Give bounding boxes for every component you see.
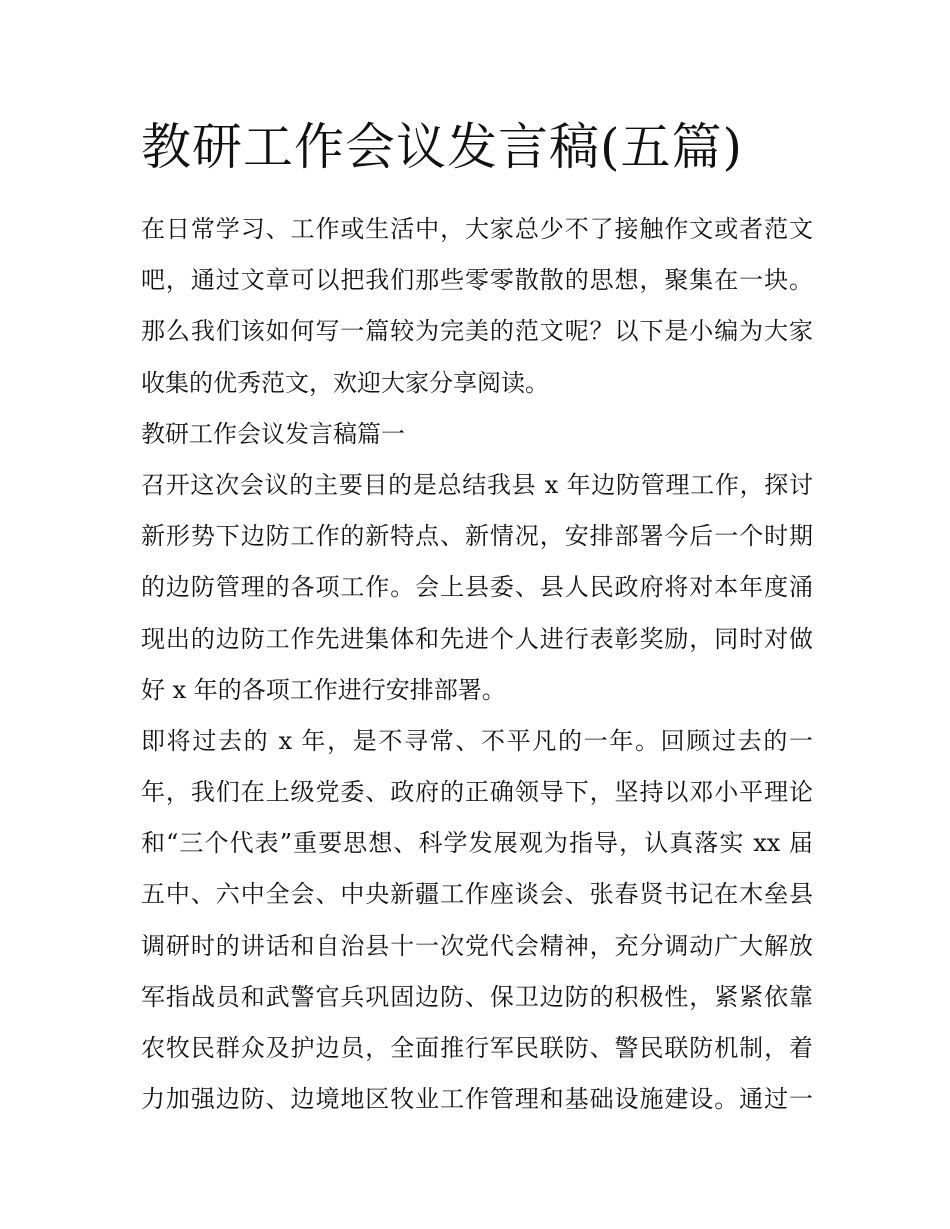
text-line: 力加强边防、边境地区牧业工作管理和基础设施建设。通过一 bbox=[141, 1085, 813, 1114]
document-content bbox=[141, 112, 813, 1125]
text-line: 现出的边防工作先进集体和先进个人进行表彰奖励，同时对做 bbox=[141, 624, 813, 653]
text-line: 那么我们该如何写一篇较为完美的范文呢？以下是小编为大家 bbox=[141, 317, 813, 346]
text-line: 吧，通过文章可以把我们那些零零散散的思想，聚集在一块。 bbox=[141, 266, 813, 295]
text-line: 召开这次会议的主要目的是总结我县 x 年边防管理工作，探讨 bbox=[141, 470, 813, 499]
text-line: 农牧民群众及护边员，全面推行军民联防、警民联防机制，着 bbox=[141, 1034, 813, 1062]
document-body bbox=[141, 204, 813, 1125]
text-line: 新形势下边防工作的新特点、新情况，安排部署今后一个时期 bbox=[141, 522, 813, 551]
document-title: 教研工作会议发言稿(五篇) bbox=[141, 118, 744, 176]
text-line: 好 x 年的各项工作进行安排部署。 bbox=[141, 675, 506, 704]
text-line: 收集的优秀范文，欢迎大家分享阅读。 bbox=[141, 368, 549, 397]
text-line: 的边防管理的各项工作。会上县委、县人民政府将对本年度涌 bbox=[141, 573, 813, 602]
text-line: 年，我们在上级党委、政府的正确领导下，坚持以邓小平理论 bbox=[141, 778, 813, 807]
text-line: 五中、六中全会、中央新疆工作座谈会、张春贤书记在木垒县 bbox=[141, 880, 813, 909]
text-line: 即将过去的 x 年，是不寻常、不平凡的一年。回顾过去的一 bbox=[141, 726, 813, 755]
text-line: 调研时的讲话和自治县十一次党代会精神，充分调动广大解放 bbox=[141, 931, 813, 960]
section-heading: 教研工作会议发言稿篇一 bbox=[141, 419, 405, 448]
text-line: 军指战员和武警官兵巩固边防、保卫边防的积极性，紧紧依靠 bbox=[141, 982, 813, 1011]
text-line: 和“三个代表”重要思想、科学发展观为指导，认真落实 xx 届 bbox=[141, 829, 813, 858]
text-line: 在日常学习、工作或生活中，大家总少不了接触作文或者范文 bbox=[141, 215, 813, 243]
